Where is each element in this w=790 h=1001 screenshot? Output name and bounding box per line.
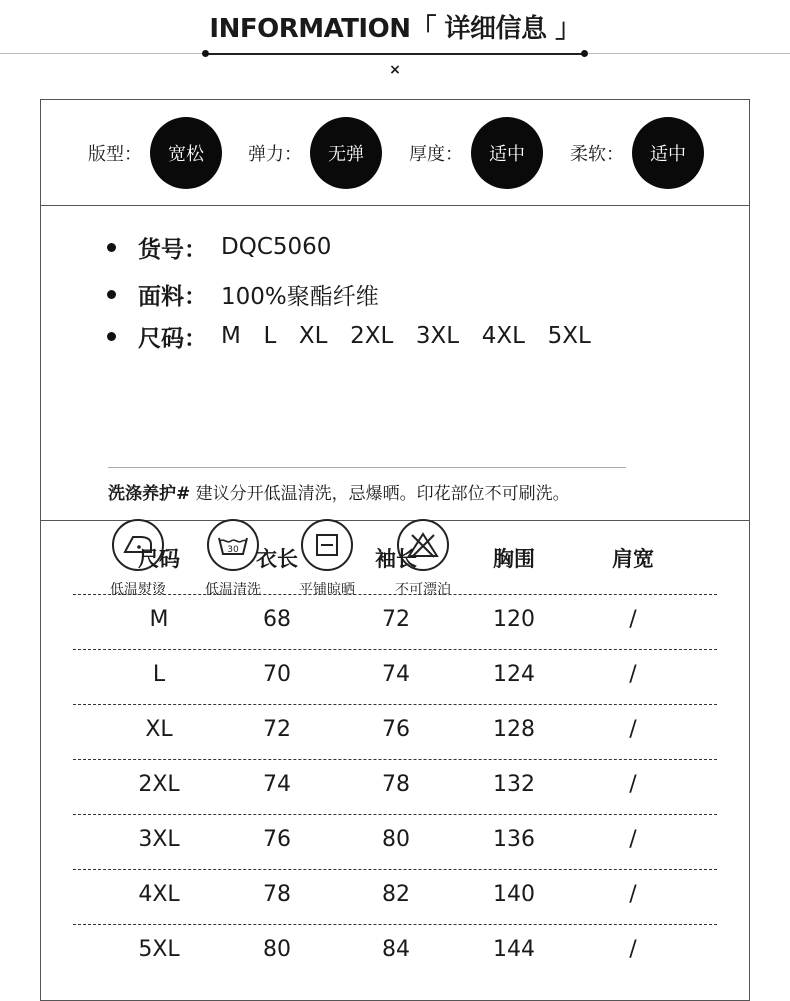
table-cell: 74 (382, 662, 410, 687)
close-mark: × (389, 62, 401, 78)
wash-text: 建议分开低温清洗，忌爆晒。印花部位不可刷洗。 (190, 484, 570, 504)
table-cell: / (629, 772, 637, 797)
header (0, 0, 790, 90)
spec-item (107, 232, 331, 262)
header-accent-bar (205, 53, 585, 55)
header-dot-right (581, 50, 588, 57)
attr-label: 版型： (88, 144, 142, 165)
attr-label: 弹力： (248, 144, 302, 165)
attr-badge: 无弹 (310, 117, 382, 189)
table-cell: / (629, 827, 637, 852)
table-cell: 2XL (138, 772, 180, 797)
care-label: 低温清洗 (205, 582, 261, 598)
wash-title: 洗涤养护# (108, 484, 191, 504)
table-cell: 76 (382, 717, 410, 742)
table-cell: 136 (493, 827, 535, 852)
row-divider (73, 649, 717, 650)
care-label: 平铺晾晒 (299, 582, 355, 598)
table-cell: 70 (263, 662, 291, 687)
row-divider (73, 759, 717, 760)
table-cell: 140 (493, 882, 535, 907)
row-divider (73, 924, 717, 925)
table-cell: 82 (382, 882, 410, 907)
table-cell: 68 (263, 607, 291, 632)
care-label: 低温熨烫 (110, 582, 166, 598)
info-box (40, 99, 750, 1001)
attr-softness (570, 117, 704, 189)
table-cell: / (629, 607, 637, 632)
table-cell: 3XL (138, 827, 180, 852)
spec-item (107, 279, 379, 309)
size-table (41, 521, 749, 1001)
table-header: 尺码 (138, 547, 180, 571)
table-cell: 84 (382, 937, 410, 962)
table-cell: 4XL (138, 882, 180, 907)
table-cell: 72 (263, 717, 291, 742)
care-label: 不可漂泊 (395, 582, 451, 598)
divider (108, 467, 626, 468)
table-cell: L (152, 662, 166, 687)
attr-elasticity (248, 117, 382, 189)
table-header: 肩宽 (612, 547, 654, 571)
attr-label: 柔软： (570, 144, 624, 165)
spec-value: DQC5060 (221, 234, 332, 260)
table-cell: 5XL (138, 937, 180, 962)
table-cell: XL (145, 717, 173, 742)
attr-fit (88, 117, 222, 189)
table-cell: 124 (493, 662, 535, 687)
table-cell: / (629, 662, 637, 687)
spec-item (107, 321, 591, 351)
svg-text:30: 30 (227, 545, 239, 555)
attr-badge: 适中 (471, 117, 543, 189)
table-cell: M (149, 607, 169, 632)
spec-value: M L XL 2XL 3XL 4XL 5XL (221, 323, 591, 349)
table-cell: 80 (382, 827, 410, 852)
table-cell: 74 (263, 772, 291, 797)
table-cell: 78 (382, 772, 410, 797)
table-cell: 128 (493, 717, 535, 742)
table-header: 袖长 (375, 547, 417, 571)
page-title: INFORMATION「 详细信息 」 (209, 14, 581, 44)
table-header: 衣长 (256, 547, 298, 571)
table-header: 胸围 (493, 547, 535, 571)
attr-label: 厚度： (409, 144, 463, 165)
table-cell: 144 (493, 937, 535, 962)
wash-instructions (108, 479, 570, 504)
row-divider (73, 594, 717, 595)
table-cell: 72 (382, 607, 410, 632)
row-divider (73, 869, 717, 870)
bullet-icon (107, 243, 116, 252)
table-cell: 132 (493, 772, 535, 797)
header-dot-left (202, 50, 209, 57)
attr-badge: 适中 (632, 117, 704, 189)
table-cell: / (629, 937, 637, 962)
spec-key: 尺码： (138, 325, 207, 352)
spec-key: 货号： (138, 236, 207, 263)
spec-value: 100%聚酯纤维 (221, 283, 379, 310)
spec-key: 面料： (138, 283, 207, 310)
attr-thickness (409, 117, 543, 189)
table-cell: 78 (263, 882, 291, 907)
attribute-row (41, 100, 749, 206)
table-cell: 120 (493, 607, 535, 632)
attr-badge: 宽松 (150, 117, 222, 189)
table-cell: / (629, 717, 637, 742)
table-cell: 80 (263, 937, 291, 962)
bullet-icon (107, 332, 116, 341)
bullet-icon (107, 290, 116, 299)
row-divider (73, 814, 717, 815)
row-divider (73, 704, 717, 705)
table-cell: / (629, 882, 637, 907)
table-cell: 76 (263, 827, 291, 852)
